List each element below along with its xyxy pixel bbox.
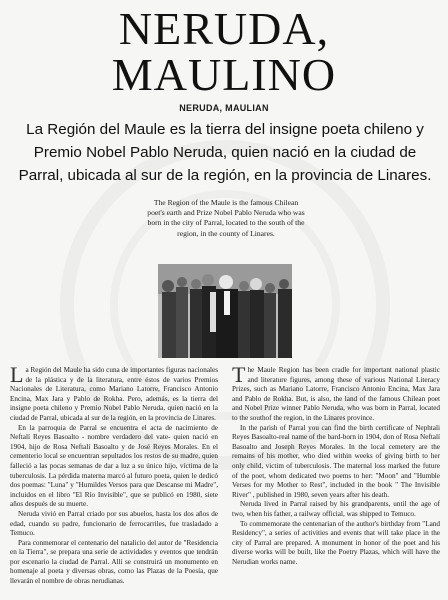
photo-caption: The Region of the Maule is the famous Chilean poet's earth and Prize Nobel Pablo Neruda who was born in the city of Parral, located to the south of the region, in the county of Linares. bbox=[147, 198, 305, 238]
english-article-column bbox=[232, 362, 440, 567]
spanish-paragraph-2: En la parroquia de Parral se encuentra el acta de nacimiento de Neftalí Reyes Basoalto - nombre verdadero del vate- quien nació en 1904, hijo de Rosa Neftalí Basoalto y de José Reyes Morales. En el cementerio local se encuentran sepultados los restos de su madre, quien falleció a las pocas semanas de dar a luz a su único hijo, víctima de la tuberculosis. La pérdida materna marcó al futuro poeta, quien le dedicó dos poemas: "Luna" y "Humildes Versos para que Descanse mi Madre", incluidos en el libro "El Río Invisible", que se publicó en 1980, siete años después de su muerte. bbox=[10, 423, 218, 509]
english-subtitle: NERUDA, MAULIAN bbox=[179, 103, 269, 113]
page-title-line-1: NERUDA, bbox=[118, 3, 330, 54]
spanish-drop-cap: L bbox=[10, 362, 24, 387]
spanish-paragraph-1 bbox=[10, 362, 218, 424]
lead-paragraph: La Región del Maule es la tierra del insigne poeta chileno y Premio Nobel Pablo Neruda, quien nació en la ciudad de Parral, ubicada al sur de la región, en la provincia de Linares. bbox=[18, 121, 432, 184]
spanish-paragraph-1-text: a Región del Maule ha sido cuna de importantes figuras nacionales de la plástica y de la literatura, entre éstos de varios Premios Nacionales de Literatura, como Mariano Latorre, Francisco Antonio Encina, Max Jara y Pablo de Rokha. Pero, además, es la tierra del insigne poeta chileno y Premio Nobel Pablo Neruda, quien nació en la ciudad de Parral, ubicada al sur de la región, en la provincia de Linares. bbox=[10, 366, 218, 422]
photograph-image bbox=[158, 264, 292, 358]
english-paragraph-2: In the parish of Parral you can find the birth certificate of Nephtali Reyes Basoalto-real name of the bard-born in 1904, don of Rosa Neftalí Basoalto and Joseph Reyes Morales. In the local cemetery are the remains of his mother, who died within weeks of giving birth to her only child, victim of tuberculosis. The maternal loss marked the future of the poet, whom dedicated two poems to her: "Moon" and "Humble Verses for my Mother to Rest", included in the book " The Invisible River" , published in 1980, seven years after his death. bbox=[232, 423, 440, 499]
english-paragraph-1-text: he Maule Region has been cradle for important national plastic and literature figures, among these of various National Literacy Prizes, such as Mariano Latorre, Francisco Antonio Encina, Max Jara and Pablo de Rokha. But, is also, the land of the famous Chilean poet and Nobel Prize winner Pablo Neruda, who was born in Parral, located to the southof the region, in the Linares province. bbox=[232, 366, 440, 422]
spanish-paragraph-3: Neruda vivió en Parral criado por sus abuelos, hasta los dos años de edad, cuando su padre, funcionario de ferrocarriles, fue trasladado a Temuco. bbox=[10, 509, 218, 538]
english-drop-cap: T bbox=[232, 362, 246, 387]
spanish-paragraph-4: Para conmemorar el centenario del natalicio del autor de "Residencia en la Tierra", se prepara una serie de actividades y eventos que tendrán por escenario la ciudad de Parral. Allí se construirá un monumento en homenaje al poeta y diversas obras, como las Plazas de la Poesía, que llevarán el nombre de obras nerudianas. bbox=[10, 538, 218, 586]
neruda-photograph bbox=[158, 264, 292, 358]
spanish-article-column bbox=[10, 362, 218, 587]
english-paragraph-3: Neruda lived in Parral raised by his grandparents, until the age of two, when his father, a railway official, was shipped to Temuco. bbox=[232, 500, 440, 518]
english-paragraph-4: To commemorate the centenarian of the author's birthday from "Land Residency", a series of activities and events that will take place in the city of Parral are prepared. A monument in honor of the poet and his diverse works will be built, like the Poetry Plazas, which will have the Nerudian works name. bbox=[232, 519, 440, 566]
page-title-line-2: MAULINO bbox=[111, 49, 337, 100]
english-paragraph-1 bbox=[232, 362, 440, 424]
